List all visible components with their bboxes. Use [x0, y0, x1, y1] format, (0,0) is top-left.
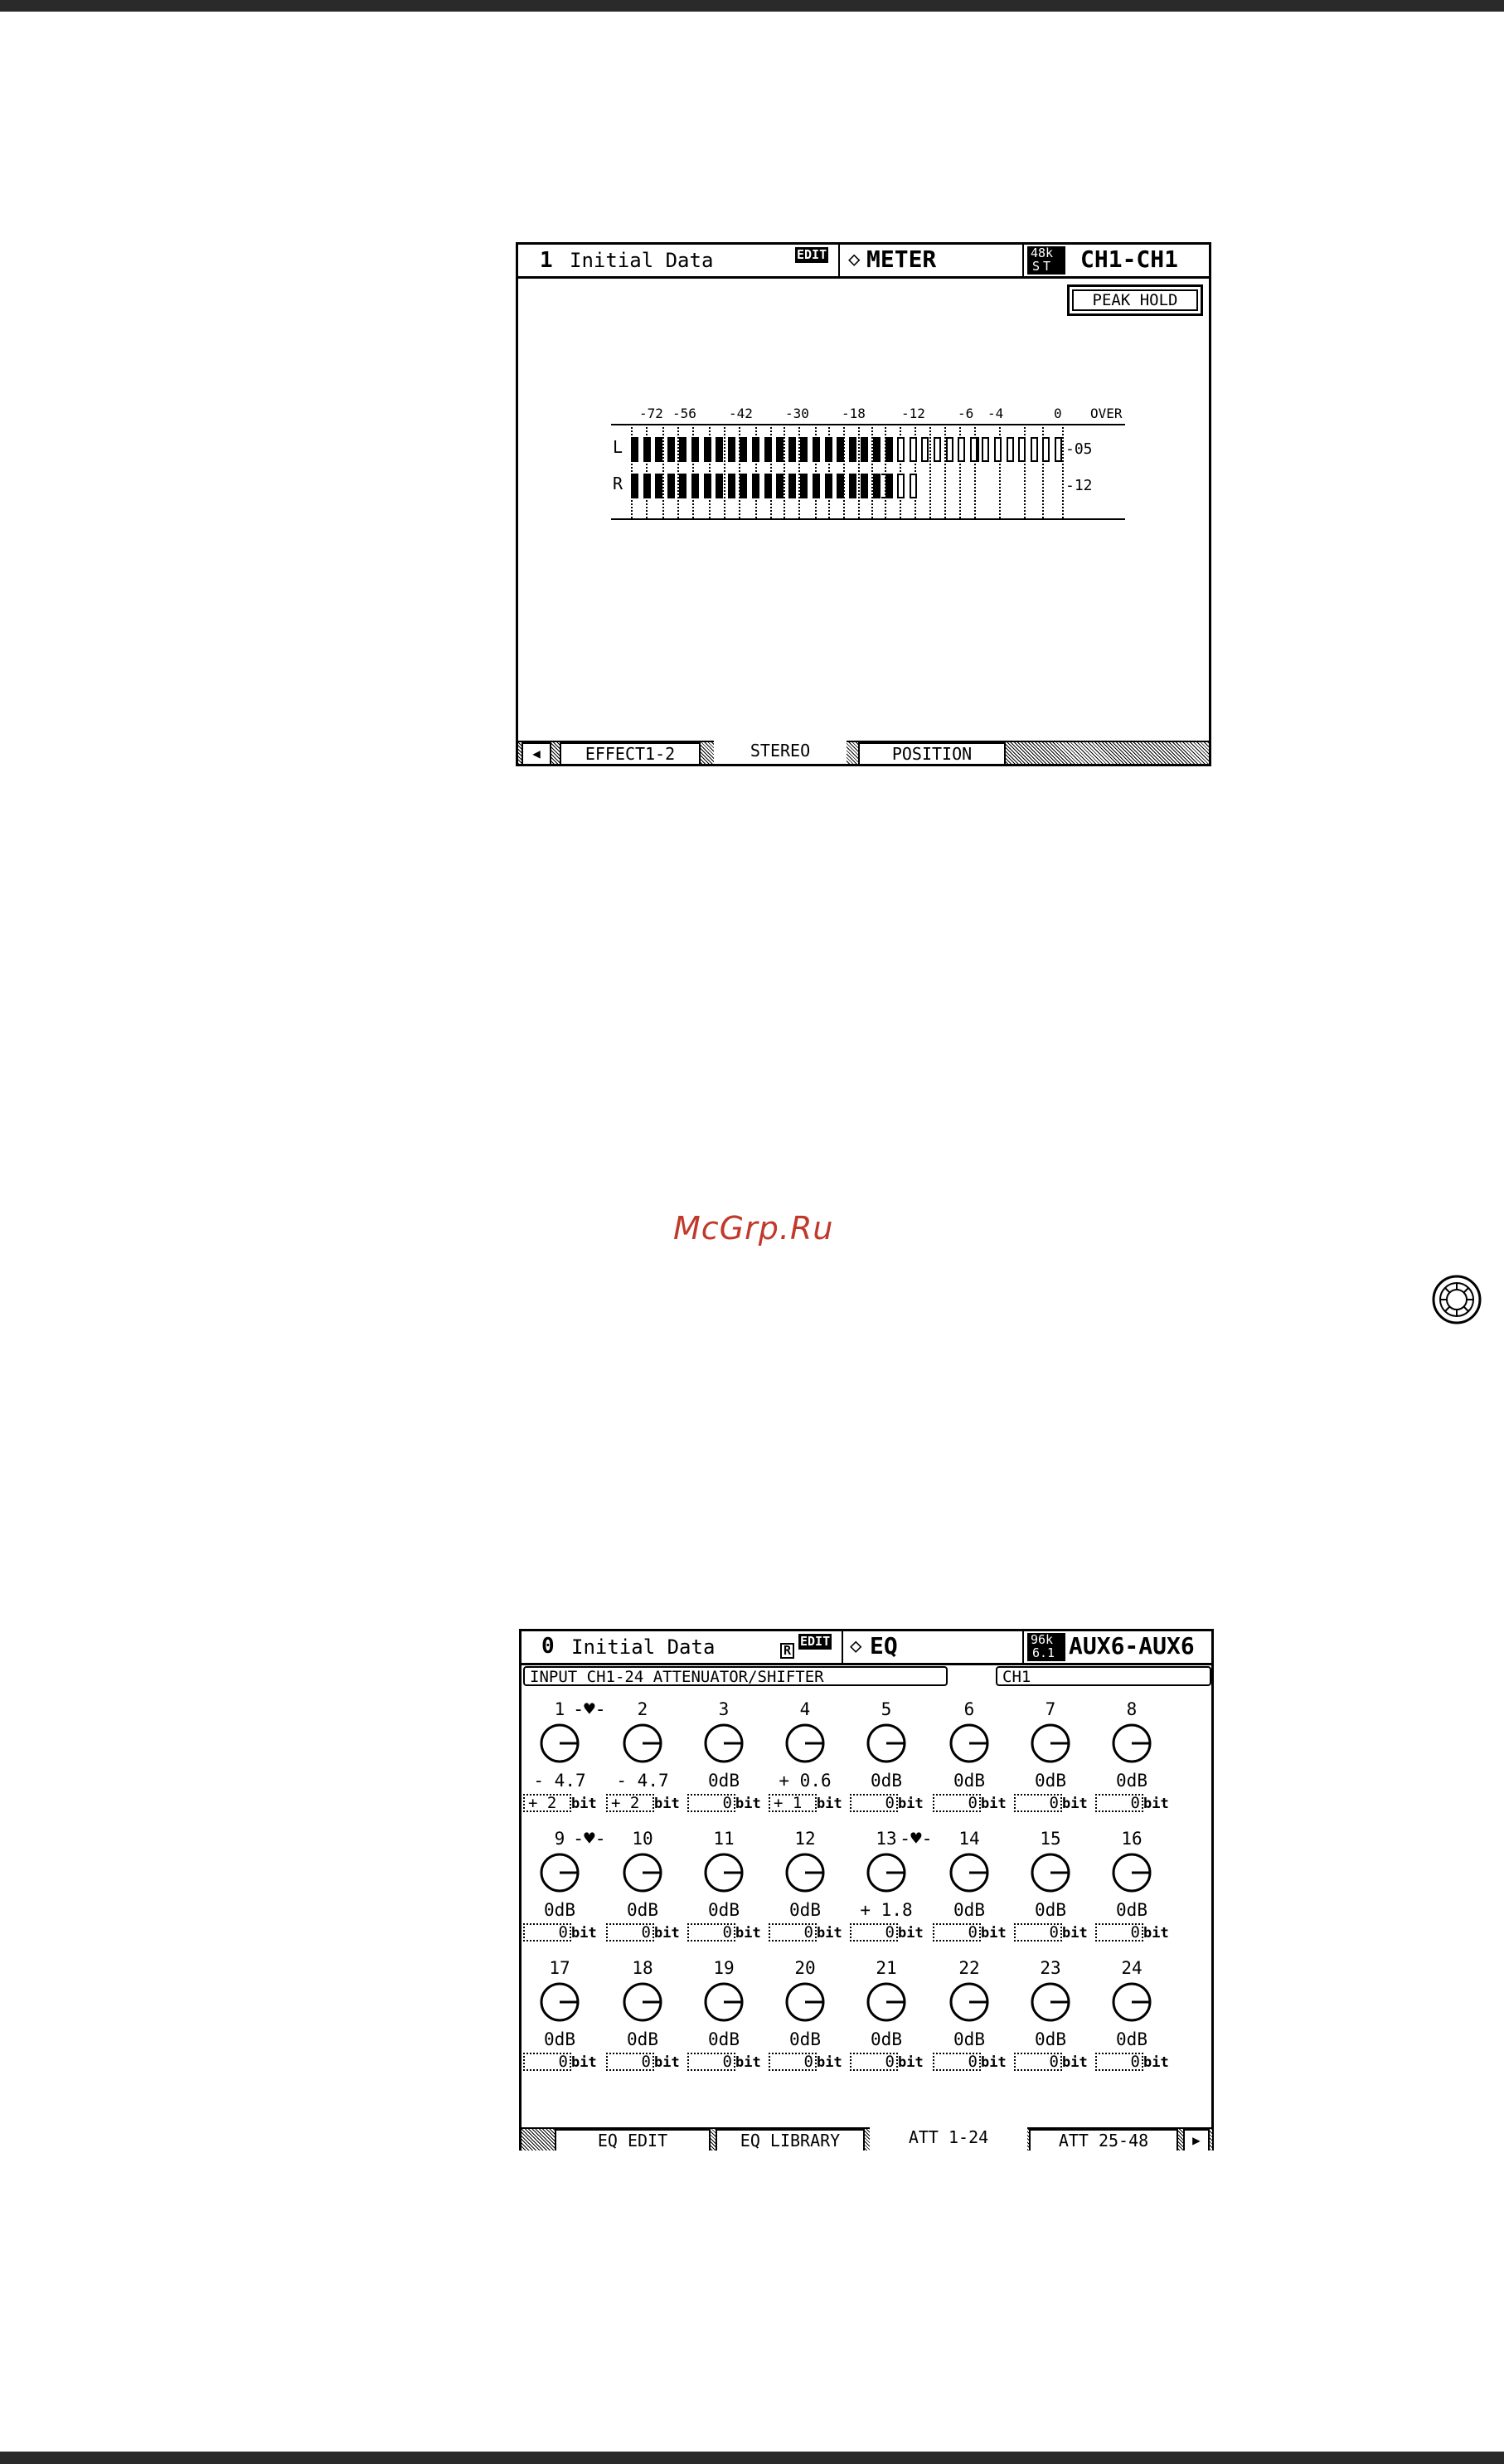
tab-att-1-24[interactable]: ATT 1-24 — [870, 2126, 1027, 2151]
meter-segment — [934, 437, 941, 462]
meter-segment — [716, 437, 723, 462]
meter-segment — [788, 474, 796, 498]
tab-next-arrow[interactable]: ▶ — [1183, 2129, 1210, 2151]
channel-2-attenuator[interactable] — [609, 1701, 686, 1817]
section-label-box — [523, 1666, 948, 1686]
bit-unit-label: bit — [898, 1796, 924, 1812]
page-bottom-rule — [0, 2452, 1504, 2464]
data-entry-dial-icon — [1431, 1274, 1482, 1325]
edit-badge: EDIT — [797, 247, 827, 262]
meter-segment — [946, 437, 953, 462]
page-mark-icon: ◇ — [848, 247, 861, 270]
channel-5-attenuator[interactable] — [853, 1701, 929, 1817]
meter-readout: -12 — [1065, 477, 1093, 494]
scale-label: OVER — [1090, 406, 1123, 421]
header-divider — [1022, 245, 1024, 276]
channel-21-attenuator[interactable] — [853, 1960, 929, 2076]
bit-shift-field[interactable]: 0 — [606, 2053, 654, 2071]
meter-channel-label: L — [613, 437, 623, 457]
scale-gridline — [784, 427, 785, 518]
meter-segment — [631, 437, 638, 462]
meter-segment — [837, 474, 844, 498]
channel-number: 7 — [1045, 1699, 1056, 1719]
channel-number: 24 — [1121, 1958, 1143, 1978]
channel-number: 16 — [1121, 1829, 1143, 1849]
meter-segment — [655, 437, 662, 462]
meter-segment — [679, 437, 687, 462]
channel-4-attenuator[interactable] — [772, 1701, 848, 1817]
sample-mode: 6.1 — [1032, 1645, 1055, 1660]
bit-shift-field[interactable]: + 2 — [606, 1794, 654, 1812]
meter-segment — [837, 437, 844, 462]
selected-channel-box — [996, 1666, 1211, 1686]
tab-effect[interactable]: EFFECT1-2 — [560, 742, 701, 764]
scale-gridline — [858, 427, 860, 518]
channel-number: 9 — [554, 1829, 565, 1849]
meter-segment — [982, 437, 989, 462]
bit-shift-field[interactable]: 0 — [933, 1923, 981, 1942]
bit-unit-label: bit — [735, 1925, 761, 1942]
meter-segment — [716, 474, 723, 498]
status-badge: R — [780, 1643, 794, 1659]
attenuation-value: 0dB — [1116, 1771, 1147, 1791]
eq-tab-bar — [522, 2127, 1212, 2151]
bit-unit-label: bit — [735, 2054, 761, 2071]
bit-shift-field[interactable]: + 2 — [523, 1794, 571, 1812]
scale-label: -6 — [958, 406, 974, 421]
stereo-pair-link-icon[interactable]: -♥- — [900, 1829, 933, 1849]
channel-number: 4 — [799, 1699, 811, 1719]
meter-segment — [1055, 437, 1062, 462]
attenuation-value: + 1.8 — [860, 1900, 913, 1920]
tab-position[interactable]: POSITION — [858, 742, 1006, 764]
bit-unit-label: bit — [571, 1925, 597, 1942]
meter-segment — [788, 437, 796, 462]
attenuator-knob-icon[interactable] — [620, 1721, 665, 1766]
bit-unit-label: bit — [898, 2054, 924, 2071]
meter-segment — [631, 474, 638, 498]
meter-segment — [910, 437, 917, 462]
bit-unit-label: bit — [981, 1796, 1007, 1812]
attenuation-value: 0dB — [953, 1771, 985, 1791]
page-mark-icon: ◇ — [850, 1634, 862, 1657]
scale-label: 0 — [1054, 406, 1062, 421]
channel-number: 14 — [958, 1829, 980, 1849]
meter-segment — [667, 437, 675, 462]
bit-shift-field[interactable]: 0 — [1014, 1794, 1062, 1812]
meter-segment — [849, 474, 856, 498]
meter-segment — [1042, 437, 1050, 462]
meter-segment — [800, 437, 808, 462]
bit-unit-label: bit — [1062, 1925, 1088, 1942]
meter-segment — [873, 437, 881, 462]
attenuator-knob-icon[interactable] — [947, 1980, 992, 2024]
attenuation-value: 0dB — [708, 1900, 740, 1920]
meter-segment — [776, 437, 784, 462]
bit-unit-label: bit — [654, 2054, 680, 2071]
attenuator-knob-icon[interactable] — [1028, 1850, 1073, 1895]
meter-segment — [897, 474, 905, 498]
attenuation-value: - 4.7 — [616, 1771, 669, 1791]
scale-gridline — [724, 427, 725, 518]
scale-label: -18 — [842, 406, 866, 421]
attenuator-knob-icon[interactable] — [783, 1721, 827, 1766]
meter-segment — [643, 474, 651, 498]
bit-shift-field[interactable]: 0 — [769, 1923, 817, 1942]
scale-bottom-rule — [611, 518, 1125, 520]
attenuator-knob-icon[interactable] — [864, 1721, 909, 1766]
channel-number: 1 — [554, 1699, 565, 1719]
meter-segment — [764, 474, 772, 498]
attenuation-value: 0dB — [871, 1771, 902, 1791]
attenuator-knob-icon[interactable] — [537, 1980, 582, 2024]
meter-segment — [1031, 437, 1038, 462]
eq-header — [522, 1631, 1211, 1665]
channel-12-attenuator[interactable] — [772, 1830, 848, 1946]
scale-gridline — [929, 427, 931, 518]
attenuation-value: + 0.6 — [779, 1771, 832, 1791]
bit-unit-label: bit — [817, 1796, 842, 1812]
channel-7-attenuator[interactable] — [1017, 1701, 1094, 1817]
channel-number: 18 — [632, 1958, 653, 1978]
peak-hold-marker — [973, 437, 979, 462]
bit-unit-label: bit — [571, 1796, 597, 1812]
channel-number: 17 — [549, 1958, 570, 1978]
channel-number: 5 — [881, 1699, 892, 1719]
bit-unit-label: bit — [817, 1925, 842, 1942]
meter-segment — [800, 474, 808, 498]
tab-prev-arrow[interactable]: ◀ — [522, 742, 551, 764]
selected-channel: CH1 — [1002, 1668, 1031, 1686]
meter-segment — [728, 437, 735, 462]
meter-segment — [873, 474, 881, 498]
sample-rate-badge — [1027, 246, 1065, 275]
meter-segment — [752, 437, 759, 462]
bit-shift-field[interactable]: + 1 — [769, 1794, 817, 1812]
header-divider — [838, 245, 840, 276]
attenuator-knob-icon[interactable] — [1028, 1980, 1073, 2024]
channel-number: 3 — [718, 1699, 730, 1719]
meter-segment — [1007, 437, 1014, 462]
bit-shift-field[interactable]: 0 — [933, 1794, 981, 1812]
tab-att-25-48[interactable]: ATT 25-48 — [1029, 2129, 1178, 2151]
meter-segment — [849, 437, 856, 462]
meter-channel-label: R — [613, 474, 623, 493]
attenuation-value: 0dB — [871, 2029, 902, 2049]
channel-number: 12 — [794, 1829, 816, 1849]
channel-number: 2 — [637, 1699, 648, 1719]
channel-number: 22 — [958, 1958, 980, 1978]
bit-unit-label: bit — [1062, 1796, 1088, 1812]
attenuation-value: 0dB — [544, 1900, 575, 1920]
scale-label: -12 — [901, 406, 925, 421]
meter-segment — [691, 474, 699, 498]
channel-15-attenuator[interactable] — [1017, 1830, 1094, 1946]
attenuator-knob-icon[interactable] — [1109, 1721, 1154, 1766]
bit-unit-label: bit — [1143, 2054, 1169, 2071]
meter-segment — [861, 437, 868, 462]
attenuator-knob-icon[interactable] — [947, 1850, 992, 1895]
tab-stereo[interactable]: STEREO — [714, 739, 847, 764]
meter-tab-bar — [518, 741, 1209, 764]
bit-unit-label: bit — [898, 1925, 924, 1942]
scene-number: 1 — [540, 248, 553, 273]
channel-number: 11 — [713, 1829, 735, 1849]
meter-segment — [897, 437, 905, 462]
attenuation-value: 0dB — [789, 2029, 821, 2049]
bit-shift-field[interactable]: 0 — [850, 1923, 898, 1942]
attenuation-value: 0dB — [1116, 2029, 1147, 2049]
channel-number: 21 — [876, 1958, 897, 1978]
attenuator-knob-icon[interactable] — [783, 1980, 827, 2024]
channel-number: 23 — [1040, 1958, 1061, 1978]
sample-rate-badge — [1027, 1633, 1065, 1661]
bit-shift-field[interactable]: 0 — [1014, 1923, 1062, 1942]
attenuation-value: 0dB — [708, 1771, 740, 1791]
bit-unit-label: bit — [1062, 2054, 1088, 2071]
scene-name: Initial Data — [571, 1635, 716, 1659]
scene-number: 0 — [541, 1634, 555, 1659]
attenuator-knob-icon[interactable] — [783, 1850, 827, 1895]
meter-segment — [740, 437, 747, 462]
channel-number: 20 — [794, 1958, 816, 1978]
channel-number: 13 — [876, 1829, 897, 1849]
meter-segment — [643, 437, 651, 462]
bit-shift-field[interactable]: 0 — [1014, 2053, 1062, 2071]
bit-shift-field[interactable]: 0 — [523, 2053, 571, 2071]
channel-number: 10 — [632, 1829, 653, 1849]
meter-segment — [910, 474, 917, 498]
channel-number: 8 — [1126, 1699, 1138, 1719]
tab-eq-library[interactable]: EQ LIBRARY — [716, 2129, 865, 2151]
meter-segment — [861, 474, 868, 498]
header-divider — [842, 1631, 843, 1663]
attenuation-value: 0dB — [953, 1900, 985, 1920]
attenuation-value: 0dB — [1035, 1900, 1066, 1920]
attenuation-value: 0dB — [627, 1900, 658, 1920]
bit-unit-label: bit — [981, 2054, 1007, 2071]
peak-hold-label: PEAK HOLD — [1072, 289, 1198, 311]
attenuation-value: 0dB — [789, 1900, 821, 1920]
meter-segment — [813, 474, 820, 498]
meter-segment — [655, 474, 662, 498]
meter-readout: -05 — [1065, 440, 1093, 458]
bit-shift-field[interactable]: 0 — [1095, 2053, 1143, 2071]
bit-unit-label: bit — [571, 2054, 597, 2071]
channel-23-attenuator[interactable] — [1017, 1960, 1094, 2076]
channel-11-attenuator[interactable] — [691, 1830, 767, 1946]
attenuator-knob-icon[interactable] — [701, 1721, 746, 1766]
attenuator-knob-icon[interactable] — [1109, 1850, 1154, 1895]
eq-screen — [519, 1629, 1214, 2151]
attenuator-knob-icon[interactable] — [1109, 1980, 1154, 2024]
bit-shift-field[interactable]: 0 — [769, 2053, 817, 2071]
scale-gridline — [1062, 427, 1064, 518]
channel-20-attenuator[interactable] — [772, 1960, 848, 2076]
scale-label: -42 — [729, 406, 753, 421]
attenuation-value: 0dB — [627, 2029, 658, 2049]
attenuation-value: 0dB — [708, 2029, 740, 2049]
attenuator-knob-icon[interactable] — [1028, 1721, 1073, 1766]
sample-rate: 96k — [1031, 1632, 1054, 1647]
meter-header — [518, 245, 1209, 279]
page-title: METER — [866, 245, 937, 273]
bit-unit-label: bit — [817, 2054, 842, 2071]
attenuator-knob-icon[interactable] — [701, 1980, 746, 2024]
bit-unit-label: bit — [1143, 1796, 1169, 1812]
tab-eq-edit[interactable]: EQ EDIT — [555, 2129, 711, 2151]
meter-segment — [691, 437, 699, 462]
channel-range: CH1-CH1 — [1080, 245, 1179, 273]
channel-16-attenuator[interactable] — [1099, 1830, 1175, 1946]
peak-hold-button[interactable] — [1067, 284, 1203, 316]
attenuator-knob-icon[interactable] — [620, 1980, 665, 2024]
bit-shift-field[interactable]: 0 — [523, 1923, 571, 1942]
bit-shift-field[interactable]: 0 — [687, 1923, 735, 1942]
meter-segment — [752, 474, 759, 498]
channel-10-attenuator[interactable] — [609, 1830, 686, 1946]
bit-shift-field[interactable]: 0 — [933, 2053, 981, 2071]
bit-shift-field[interactable]: 0 — [1095, 1923, 1143, 1942]
attenuation-value: 0dB — [1035, 2029, 1066, 2049]
channel-number: 19 — [713, 1958, 735, 1978]
meter-segment — [704, 437, 711, 462]
meter-segment — [679, 474, 687, 498]
meter-segment — [994, 437, 1002, 462]
attenuator-knob-icon[interactable] — [864, 1850, 909, 1895]
stereo-pair-link-icon[interactable]: -♥- — [573, 1699, 606, 1720]
attenuator-knob-icon[interactable] — [947, 1721, 992, 1766]
meter-segment — [764, 437, 772, 462]
bit-shift-field[interactable]: 0 — [606, 1923, 654, 1942]
attenuation-value: 0dB — [1116, 1900, 1147, 1920]
stereo-pair-link-icon[interactable]: -♥- — [573, 1829, 606, 1849]
sample-rate: 48k — [1031, 245, 1054, 260]
scale-top-rule — [611, 424, 1125, 425]
attenuation-value: - 4.7 — [533, 1771, 586, 1791]
scale-gridline — [662, 427, 664, 518]
scale-label: -72 — [639, 406, 663, 421]
bit-unit-label: bit — [735, 1796, 761, 1812]
edit-badge: EDIT — [800, 1634, 831, 1649]
channel-18-attenuator[interactable] — [609, 1960, 686, 2076]
meter-segment — [825, 437, 832, 462]
bit-unit-label: bit — [654, 1925, 680, 1942]
meter-segment — [958, 437, 965, 462]
section-label: INPUT CH1-24 ATTENUATOR/SHIFTER — [530, 1668, 824, 1686]
meter-segment — [885, 437, 893, 462]
attenuator-knob-icon[interactable] — [537, 1721, 582, 1766]
bit-shift-field[interactable]: 0 — [850, 2053, 898, 2071]
stereo-meter — [611, 407, 1125, 523]
attenuator-knob-icon[interactable] — [537, 1850, 582, 1895]
bit-shift-field[interactable]: 0 — [687, 2053, 735, 2071]
meter-segment — [1018, 437, 1026, 462]
meter-segment — [667, 474, 675, 498]
page-title: EQ — [870, 1632, 898, 1660]
peak-hold-marker — [881, 474, 888, 498]
meter-segment — [704, 474, 711, 498]
channel-8-attenuator[interactable] — [1099, 1701, 1175, 1817]
scale-label: -30 — [785, 406, 809, 421]
bit-unit-label: bit — [654, 1796, 680, 1812]
channel-17-attenuator[interactable] — [526, 1960, 603, 2076]
meter-segment — [813, 437, 820, 462]
scale-label: -4 — [987, 406, 1004, 421]
meter-segment — [825, 474, 832, 498]
bit-shift-field[interactable]: 0 — [1095, 1794, 1143, 1812]
bit-unit-label: bit — [1143, 1925, 1169, 1942]
channel-19-attenuator[interactable] — [691, 1960, 767, 2076]
attenuation-value: 0dB — [953, 2029, 985, 2049]
attenuation-value: 0dB — [544, 2029, 575, 2049]
header-divider — [1022, 1631, 1024, 1663]
channel-number: 15 — [1040, 1829, 1061, 1849]
meter-segment — [740, 474, 747, 498]
channel-6-attenuator[interactable] — [936, 1701, 1012, 1817]
attenuator-knob-icon[interactable] — [864, 1980, 909, 2024]
meter-segment — [921, 437, 929, 462]
scale-label: -56 — [672, 406, 696, 421]
attenuator-knob-icon[interactable] — [620, 1850, 665, 1895]
channel-number: 6 — [963, 1699, 975, 1719]
bit-shift-field[interactable]: 0 — [850, 1794, 898, 1812]
scene-name: Initial Data — [570, 249, 714, 272]
bit-unit-label: bit — [981, 1925, 1007, 1942]
page-top-rule — [0, 0, 1504, 12]
channel-24-attenuator[interactable] — [1099, 1960, 1175, 2076]
meter-screen — [516, 242, 1211, 766]
channel-14-attenuator[interactable] — [936, 1830, 1012, 1946]
channel-3-attenuator[interactable] — [691, 1701, 767, 1817]
meter-segment — [728, 474, 735, 498]
meter-segment — [776, 474, 784, 498]
attenuator-knob-icon[interactable] — [701, 1850, 746, 1895]
attenuation-value: 0dB — [1035, 1771, 1066, 1791]
channel-22-attenuator[interactable] — [936, 1960, 1012, 2076]
bit-shift-field[interactable]: 0 — [687, 1794, 735, 1812]
channel-range: AUX6-AUX6 — [1069, 1632, 1195, 1660]
sample-mode: ST — [1032, 259, 1055, 274]
watermark: McGrp.Ru — [673, 1210, 834, 1247]
